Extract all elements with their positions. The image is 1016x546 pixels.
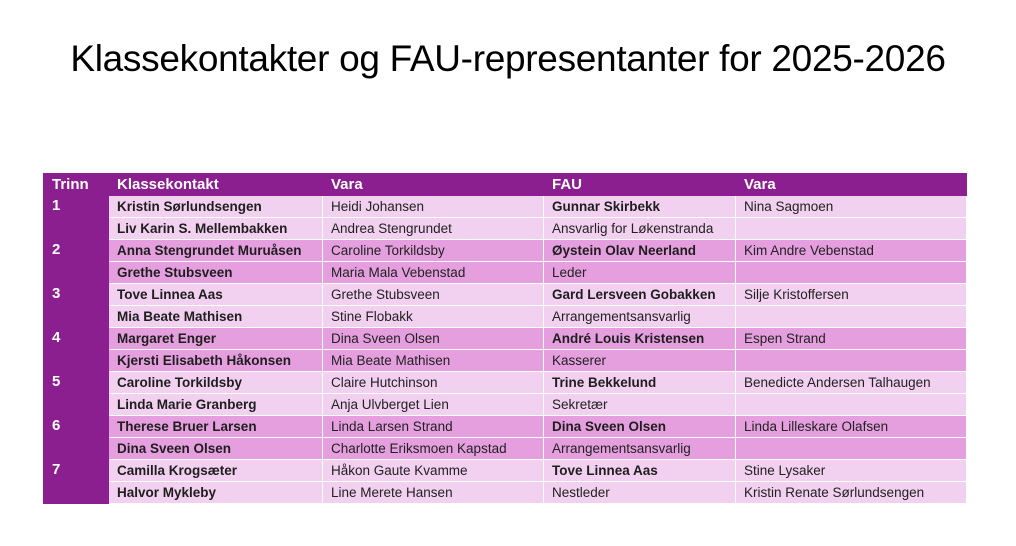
vara-cell: Heidi Johansen [323,196,544,218]
fau-vara-cell [736,306,967,328]
fau-cell: Øystein Olav Neerland [544,240,736,262]
trinn-cell: 2 [44,240,109,284]
klassekontakt-cell: Therese Bruer Larsen [109,416,323,438]
table-row [44,350,967,372]
vara-cell: Anja Ulvberget Lien [323,394,544,416]
table-row [44,218,967,240]
header-fau: FAU [544,174,736,196]
vara-cell: Claire Hutchinson [323,372,544,394]
fau-vara-cell: Linda Lilleskare Olafsen [736,416,967,438]
klassekontakt-cell: Linda Marie Granberg [109,394,323,416]
vara-cell: Andrea Stengrundet [323,218,544,240]
trinn-cell: 6 [44,416,109,460]
fau-role-cell: Ansvarlig for Løkenstranda [544,218,736,240]
vara-cell: Grethe Stubsveen [323,284,544,306]
klassekontakt-cell: Kjersti Elisabeth Håkonsen [109,350,323,372]
vara-cell: Line Merete Hansen [323,482,544,504]
table-row [44,372,967,394]
contacts-table [43,173,967,504]
header-vara: Vara [323,174,544,196]
table-row [44,328,967,350]
klassekontakt-cell: Camilla Krogsæter [109,460,323,482]
fau-cell: André Louis Kristensen [544,328,736,350]
klassekontakt-cell: Liv Karin S. Mellembakken [109,218,323,240]
table-row [44,196,967,218]
table-row [44,394,967,416]
trinn-cell: 5 [44,372,109,416]
fau-role-cell: Leder [544,262,736,284]
fau-role-cell: Kasserer [544,350,736,372]
table-row [44,306,967,328]
table-header-row [44,174,967,196]
vara-cell: Maria Mala Vebenstad [323,262,544,284]
fau-cell: Gunnar Skirbekk [544,196,736,218]
vara-cell: Mia Beate Mathisen [323,350,544,372]
fau-vara-cell: Espen Strand [736,328,967,350]
fau-vara-cell: Benedicte Andersen Talhaugen [736,372,967,394]
klassekontakt-cell: Anna Stengrundet Muruåsen [109,240,323,262]
header-klassekontakt: Klassekontakt [109,174,323,196]
fau-role-cell: Sekretær [544,394,736,416]
klassekontakt-cell: Mia Beate Mathisen [109,306,323,328]
klassekontakt-cell: Kristin Sørlundsengen [109,196,323,218]
fau-role-cell: Arrangementsansvarlig [544,306,736,328]
vara-cell: Linda Larsen Strand [323,416,544,438]
vara-cell: Caroline Torkildsby [323,240,544,262]
table-row [44,284,967,306]
header-trinn: Trinn [44,174,109,196]
trinn-cell: 1 [44,196,109,240]
vara-cell: Charlotte Eriksmoen Kapstad [323,438,544,460]
trinn-cell: 4 [44,328,109,372]
klassekontakt-cell: Tove Linnea Aas [109,284,323,306]
vara-cell: Stine Flobakk [323,306,544,328]
klassekontakt-cell: Dina Sveen Olsen [109,438,323,460]
fau-cell: Dina Sveen Olsen [544,416,736,438]
table-row [44,482,967,504]
fau-vara-cell [736,394,967,416]
table-row [44,262,967,284]
fau-role-cell: Arrangementsansvarlig [544,438,736,460]
fau-cell: Tove Linnea Aas [544,460,736,482]
klassekontakt-cell: Grethe Stubsveen [109,262,323,284]
header-fau-vara: Vara [736,174,967,196]
vara-cell: Håkon Gaute Kvamme [323,460,544,482]
trinn-cell: 7 [44,460,109,504]
fau-role-cell: Nestleder [544,482,736,504]
fau-vara-cell [736,438,967,460]
vara-cell: Dina Sveen Olsen [323,328,544,350]
klassekontakt-cell: Halvor Mykleby [109,482,323,504]
fau-vara-cell [736,262,967,284]
table-row [44,438,967,460]
fau-vara-cell: Kristin Renate Sørlundsengen [736,482,967,504]
table-row [44,460,967,482]
page-title: Klassekontakter og FAU-representanter for 2025-2026 [70,38,946,79]
klassekontakt-cell: Caroline Torkildsby [109,372,323,394]
fau-vara-cell: Stine Lysaker [736,460,967,482]
table-row [44,416,967,438]
fau-vara-cell: Silje Kristoffersen [736,284,967,306]
fau-vara-cell [736,350,967,372]
fau-vara-cell: Kim Andre Vebenstad [736,240,967,262]
table-row [44,240,967,262]
trinn-cell: 3 [44,284,109,328]
fau-cell: Trine Bekkelund [544,372,736,394]
klassekontakt-cell: Margaret Enger [109,328,323,350]
fau-vara-cell: Nina Sagmoen [736,196,967,218]
fau-vara-cell [736,218,967,240]
fau-cell: Gard Lersveen Gobakken [544,284,736,306]
